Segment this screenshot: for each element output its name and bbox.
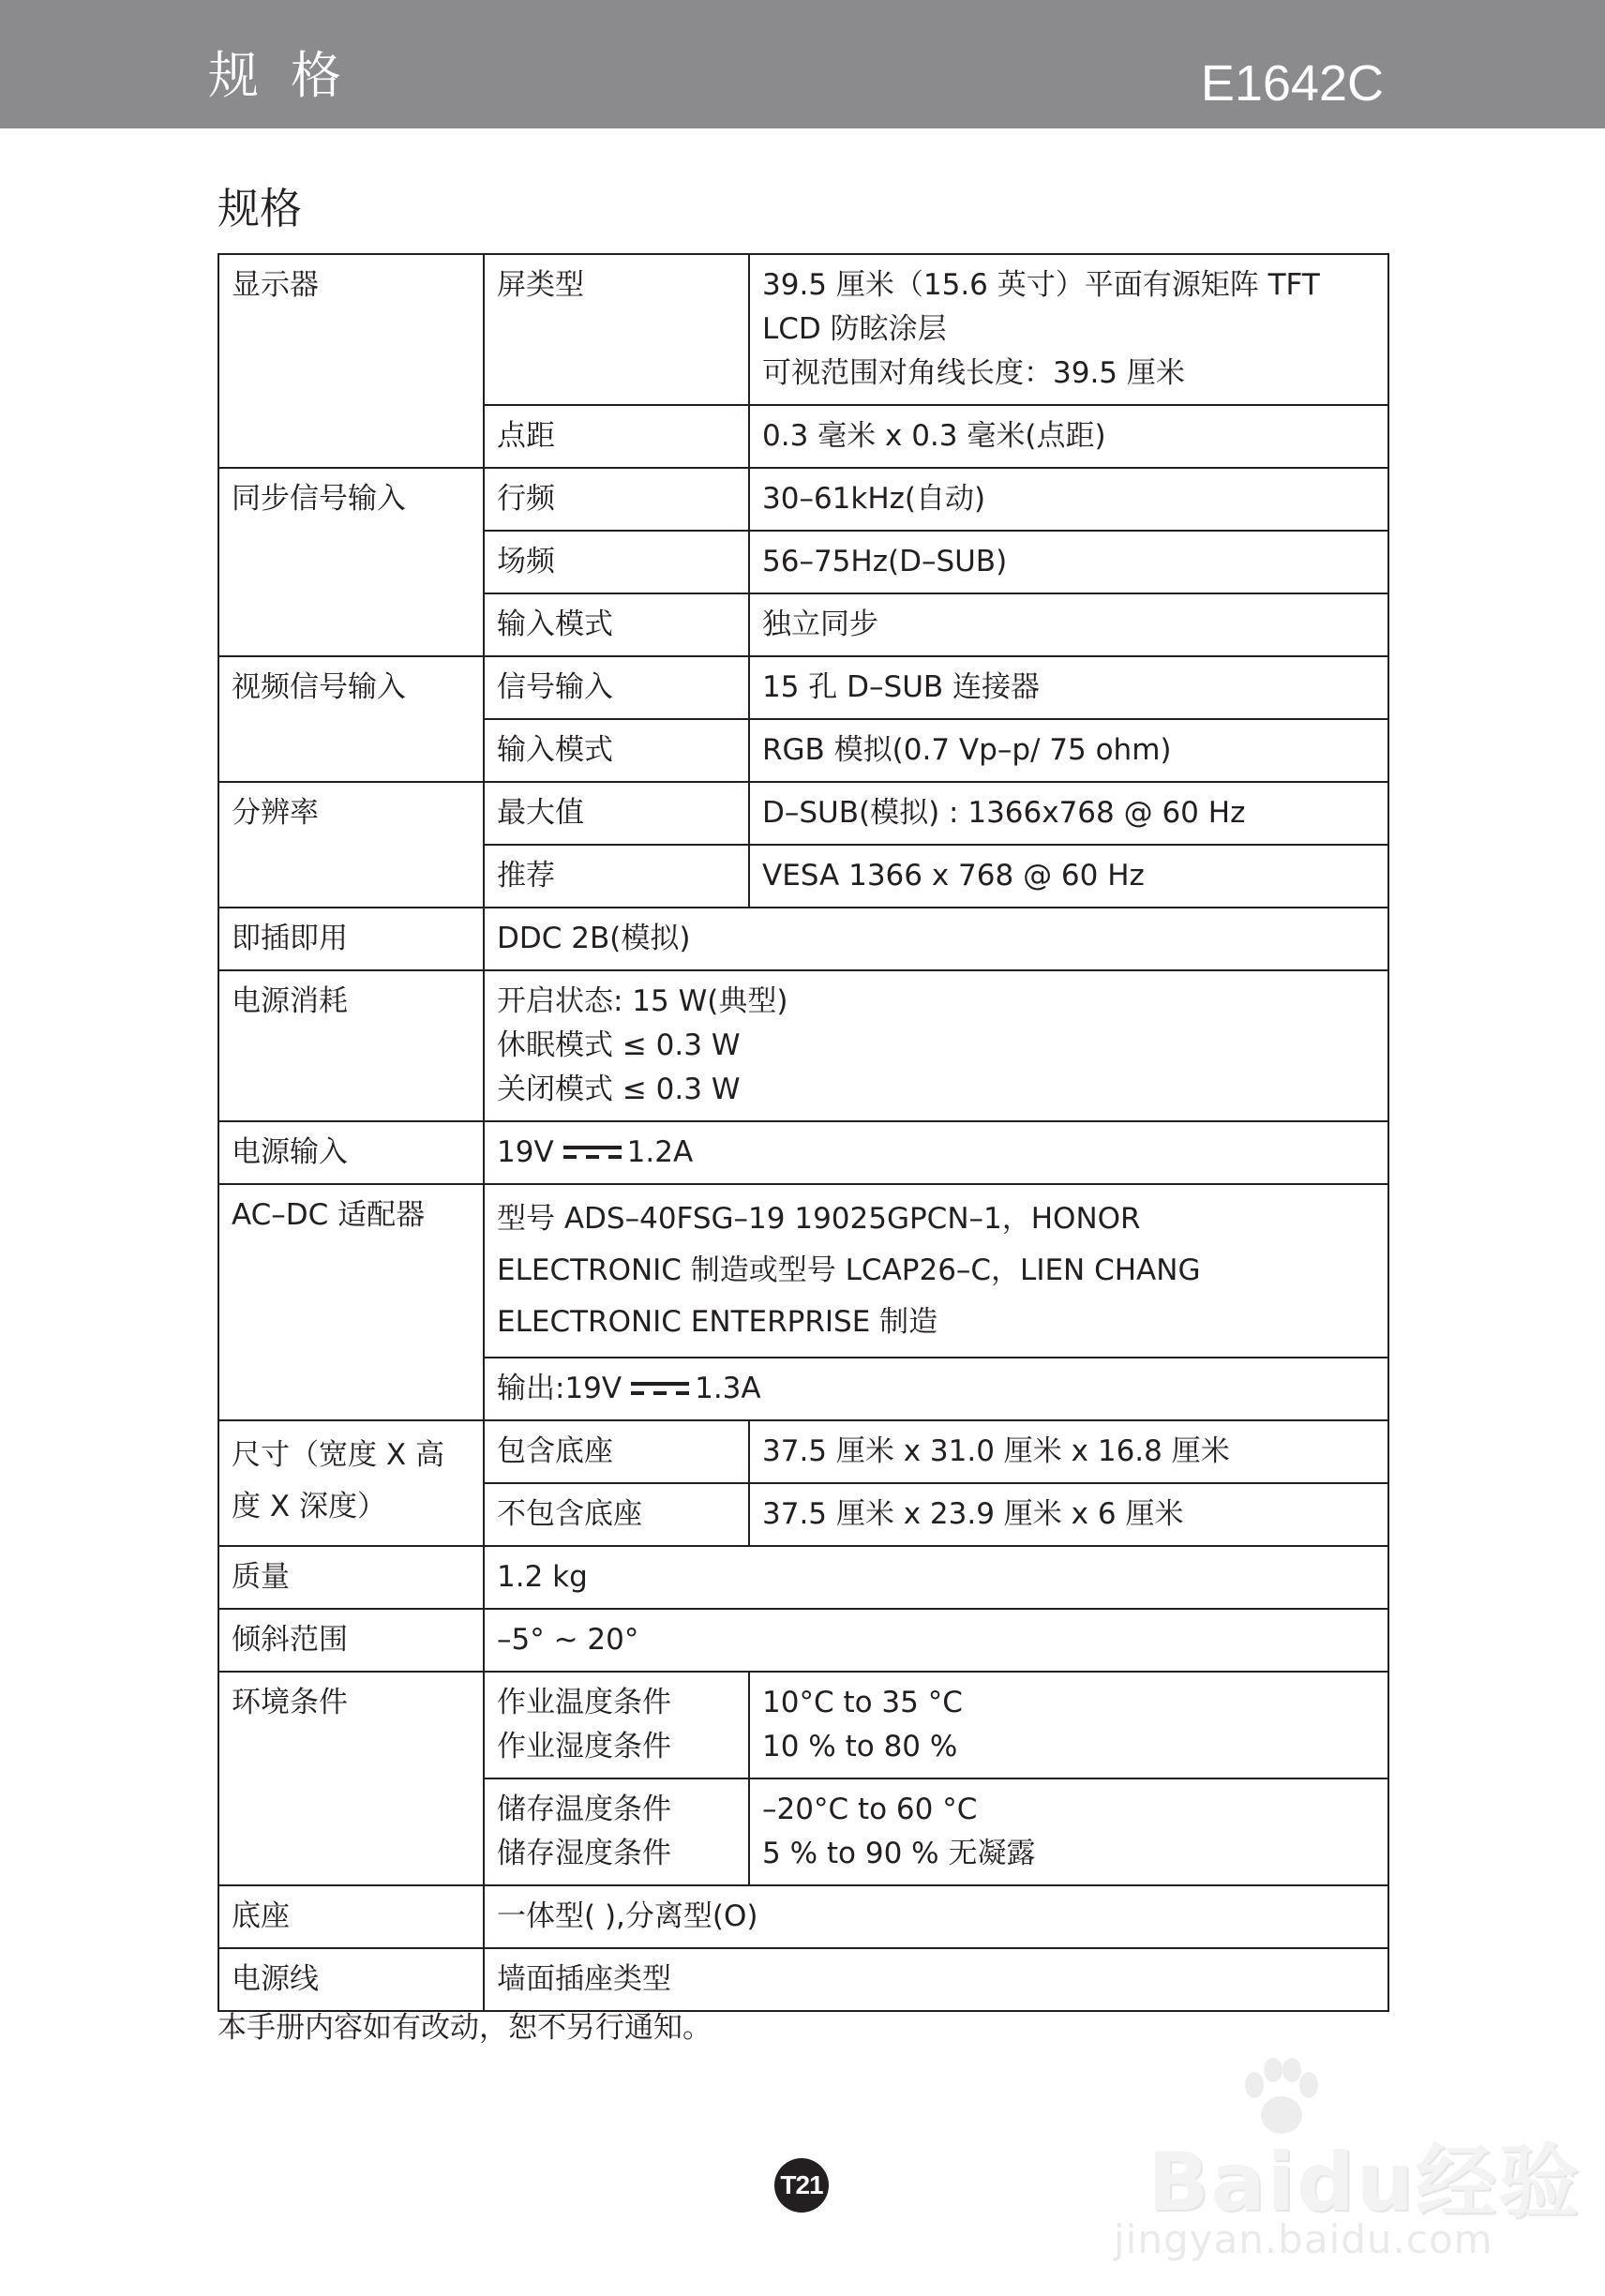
cell-value <box>484 1121 1388 1184</box>
watermark <box>1114 2057 1581 2263</box>
cell-value: 墙面插座类型 <box>484 1948 1388 2011</box>
row-label: 倾斜范围 <box>218 1609 484 1672</box>
row-label: 底座 <box>218 1885 484 1948</box>
watermark-logo-text: Baidu经验 <box>1148 2136 1581 2229</box>
cell-value: D–SUB(模拟) : 1366x768 @ 60 Hz <box>749 782 1388 845</box>
cell-value: 30–61kHz(自动) <box>749 468 1388 531</box>
page-number-badge: T21 <box>774 2158 829 2213</box>
table-row <box>218 908 1388 970</box>
adapter-output-current: 1.3A <box>695 1372 761 1405</box>
dc-current-icon <box>631 1382 689 1395</box>
table-row <box>218 254 1388 405</box>
table-row <box>218 782 1388 845</box>
row-label: 环境条件 <box>218 1672 484 1885</box>
cell-value: RGB 模拟(0.7 Vp–p/ 75 ohm) <box>749 719 1388 782</box>
cell-value: 1.2 kg <box>484 1546 1388 1609</box>
page-header <box>0 0 1605 128</box>
cell-value: 39.5 厘米（15.6 英寸）平面有源矩阵 TFT LCD 防眩涂层 可视范围对角线长度：39.5 厘米 <box>749 254 1388 405</box>
sub-label: 信号输入 <box>484 656 749 719</box>
table-row <box>218 1121 1388 1184</box>
table-row <box>218 656 1388 719</box>
row-label: 尺寸（宽度 X 高度 X 深度） <box>218 1420 484 1546</box>
row-label: 分辨率 <box>218 782 484 908</box>
cell-value: 0.3 毫米 x 0.3 毫米(点距) <box>749 405 1388 468</box>
watermark-url: jingyan.baidu.com <box>1114 2216 1493 2262</box>
row-label: 电源输入 <box>218 1121 484 1184</box>
table-row <box>218 1609 1388 1672</box>
cell-value <box>484 1358 1388 1420</box>
row-label: 电源线 <box>218 1948 484 2011</box>
power-input-voltage: 19V <box>497 1135 554 1169</box>
cell-value: –20°C to 60 °C 5 % to 90 % 无凝露 <box>749 1778 1388 1885</box>
cell-value: 56–75Hz(D–SUB) <box>749 531 1388 593</box>
cell-value: 一体型( ),分离型(O) <box>484 1885 1388 1948</box>
cell-value: 开启状态: 15 W(典型) 休眠模式 ≤ 0.3 W 关闭模式 ≤ 0.3 W <box>484 970 1388 1121</box>
row-label: 同步信号输入 <box>218 468 484 656</box>
sub-label: 最大值 <box>484 782 749 845</box>
sub-label: 输入模式 <box>484 593 749 656</box>
row-label: 质量 <box>218 1546 484 1609</box>
footnote: 本手册内容如有改动，恕不另行通知。 <box>218 2011 712 2045</box>
sub-label: 场频 <box>484 531 749 593</box>
sub-label: 不包含底座 <box>484 1483 749 1546</box>
row-label: 显示器 <box>218 254 484 468</box>
table-row <box>218 468 1388 531</box>
spec-table <box>218 253 1389 2012</box>
cell-value: 37.5 厘米 x 23.9 厘米 x 6 厘米 <box>749 1483 1388 1546</box>
table-row <box>218 1546 1388 1609</box>
sub-label: 屏类型 <box>484 254 749 405</box>
table-row <box>218 1672 1388 1778</box>
dc-current-icon <box>563 1146 622 1159</box>
header-title: 规格 <box>208 46 373 105</box>
cell-value: 15 孔 D–SUB 连接器 <box>749 656 1388 719</box>
cell-value: 37.5 厘米 x 31.0 厘米 x 16.8 厘米 <box>749 1420 1388 1483</box>
cell-value: DDC 2B(模拟) <box>484 908 1388 970</box>
sub-label: 输入模式 <box>484 719 749 782</box>
header-model: E1642C <box>1200 55 1384 112</box>
adapter-output-voltage: 输出:19V <box>497 1372 622 1405</box>
sub-label: 包含底座 <box>484 1420 749 1483</box>
sub-label: 作业温度条件 作业湿度条件 <box>484 1672 749 1778</box>
table-row <box>218 1885 1388 1948</box>
table-row <box>218 970 1388 1121</box>
cell-value: 10°C to 35 °C 10 % to 80 % <box>749 1672 1388 1778</box>
row-label: 视频信号输入 <box>218 656 484 782</box>
table-row <box>218 1948 1388 2011</box>
cell-value: VESA 1366 x 768 @ 60 Hz <box>749 845 1388 908</box>
sub-label: 行频 <box>484 468 749 531</box>
cell-value: 独立同步 <box>749 593 1388 656</box>
power-input-current: 1.2A <box>626 1135 694 1169</box>
row-label: 电源消耗 <box>218 970 484 1121</box>
cell-value: 型号 ADS–40FSG–19 19025GPCN–1，HONOR ELECTRONIC 制造或型号 LCAP26–C，LIEN CHANG ELECTRONIC ENTERPRISE 制造 <box>484 1184 1388 1358</box>
sub-label: 点距 <box>484 405 749 468</box>
sub-label: 推荐 <box>484 845 749 908</box>
table-row <box>218 1420 1388 1483</box>
row-label: AC–DC 适配器 <box>218 1184 484 1420</box>
cell-value: –5° ~ 20° <box>484 1609 1388 1672</box>
sub-label: 储存温度条件 储存湿度条件 <box>484 1778 749 1885</box>
table-row <box>218 1184 1388 1358</box>
section-title: 规格 <box>218 184 303 233</box>
row-label: 即插即用 <box>218 908 484 970</box>
